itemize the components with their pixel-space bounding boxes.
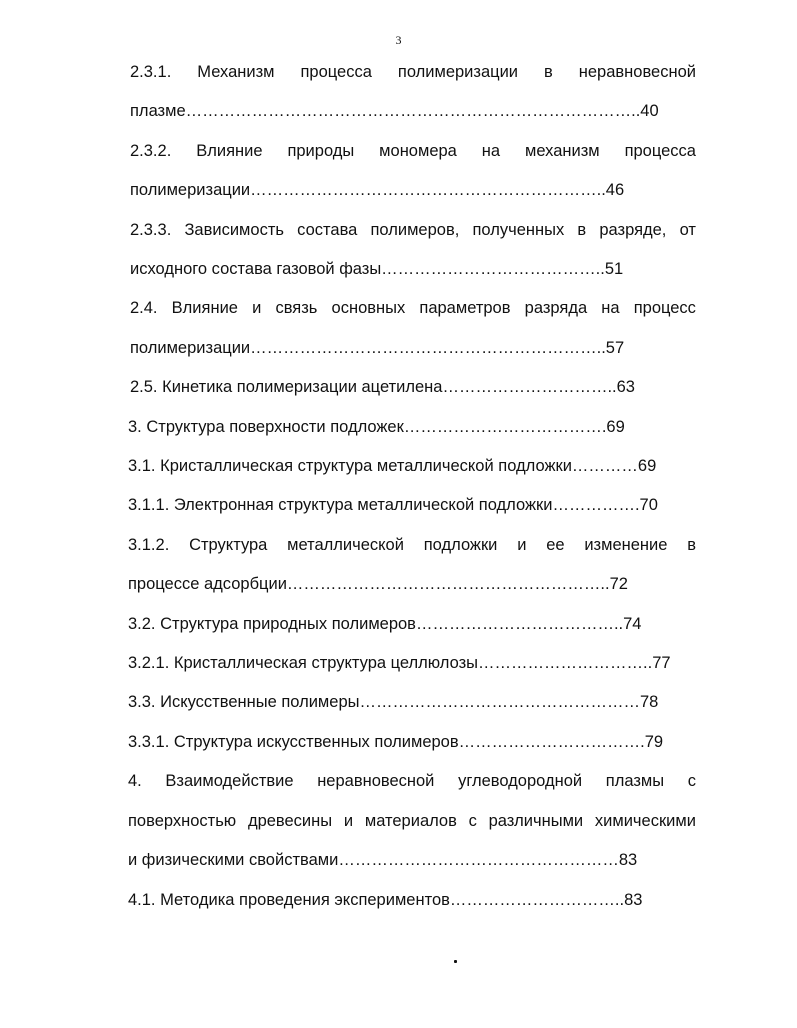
toc-word: различными <box>488 812 584 830</box>
toc-word: Механизм <box>197 63 275 81</box>
toc-word: с <box>687 772 696 790</box>
toc-line: исходного состава газовой фазы…………………………………..51 <box>130 260 624 278</box>
toc-word: 2.3.1. <box>130 63 172 81</box>
toc-word: подложки <box>423 536 498 554</box>
toc-word: Влияние <box>171 299 238 317</box>
toc-line <box>128 771 696 791</box>
toc-word: Структура <box>189 536 268 554</box>
toc-line: 3.2.1. Кристаллическая структура целлюлозы…………………………..77 <box>128 654 671 672</box>
toc-word: процесса <box>624 142 696 160</box>
toc-word: неравновесной <box>578 63 696 81</box>
toc-line: 3.1. Кристаллическая структура металлической подложки…………69 <box>128 457 657 475</box>
toc-word: полимеризации <box>397 63 519 81</box>
toc-line: полимеризации………………………………………………………..46 <box>130 181 625 199</box>
toc-word: 4. <box>128 772 142 790</box>
toc-line <box>128 535 696 555</box>
stray-mark <box>454 960 457 963</box>
page-number: 3 <box>395 33 402 47</box>
toc-word: на <box>481 142 501 160</box>
toc-word: неравновесной <box>317 772 435 790</box>
toc-word: разряда <box>524 299 588 317</box>
toc-line: 3.3. Искусственные полимеры……………………………………………78 <box>128 693 659 711</box>
toc-word: основных <box>331 299 406 317</box>
toc-word: древесины <box>247 812 333 830</box>
toc-word: полученных <box>472 221 565 239</box>
toc-line <box>130 141 696 161</box>
toc-word: плазмы <box>605 772 665 790</box>
toc-word: механизм <box>525 142 600 160</box>
toc-word: изменение <box>584 536 668 554</box>
toc-word: и <box>517 536 527 554</box>
toc-word: 2.4. <box>130 299 158 317</box>
toc-word: и <box>252 299 262 317</box>
toc-line: 2.5. Кинетика полимеризации ацетилена…………………………..63 <box>130 378 635 396</box>
toc-word: в <box>544 63 553 81</box>
toc-word: Зависимость <box>184 221 284 239</box>
toc-word: 2.3.2. <box>130 142 172 160</box>
toc-line <box>130 298 696 318</box>
toc-word: разряде, <box>599 221 667 239</box>
toc-line <box>130 62 696 82</box>
toc-word: природы <box>287 142 355 160</box>
toc-line: 3.3.1. Структура искусственных полимеров…………………………….79 <box>128 733 664 751</box>
toc-word: и <box>343 812 354 830</box>
toc-word: в <box>577 221 587 239</box>
toc-line: полимеризации………………………………………………………..57 <box>130 339 625 357</box>
toc-word: полимеров, <box>370 221 460 239</box>
toc-line <box>128 811 696 831</box>
toc-word: от <box>679 221 696 239</box>
toc-word: связь <box>275 299 318 317</box>
toc-word: химическими <box>594 812 696 830</box>
toc-word: с <box>468 812 477 830</box>
toc-line: плазме………………………………………………………………………..40 <box>130 102 659 120</box>
toc-word: металлической <box>287 536 404 554</box>
toc-line: 3.2. Структура природных полимеров………………………………..74 <box>128 615 642 633</box>
toc-word: углеводородной <box>458 772 583 790</box>
toc-word: 2.3.3. <box>130 221 172 239</box>
toc-word: процесс <box>633 299 696 317</box>
toc-line: 3.1.1. Электронная структура металлической подложки…………….70 <box>128 496 658 514</box>
toc-word: в <box>687 536 696 554</box>
toc-word: Влияние <box>196 142 263 160</box>
toc-line: 3. Структура поверхности подложек……………………………….69 <box>128 418 625 436</box>
toc-word: ее <box>546 536 565 554</box>
toc-word: на <box>601 299 620 317</box>
toc-word: поверхностью <box>128 812 237 830</box>
toc-line: 4.1. Методика проведения экспериментов…………………………..83 <box>128 891 643 909</box>
toc-word: материалов <box>364 812 457 830</box>
toc-word: Взаимодействие <box>165 772 294 790</box>
toc-line: процессе адсорбции…………………………………………………..72 <box>128 575 628 593</box>
toc-line: и физическими свойствами……………………………………………83 <box>128 851 638 869</box>
toc-word: параметров <box>419 299 511 317</box>
toc-word: состава <box>297 221 358 239</box>
toc-word: мономера <box>379 142 457 160</box>
toc-word: процесса <box>300 63 372 81</box>
toc-line <box>130 220 696 240</box>
toc-word: 3.1.2. <box>128 536 170 554</box>
